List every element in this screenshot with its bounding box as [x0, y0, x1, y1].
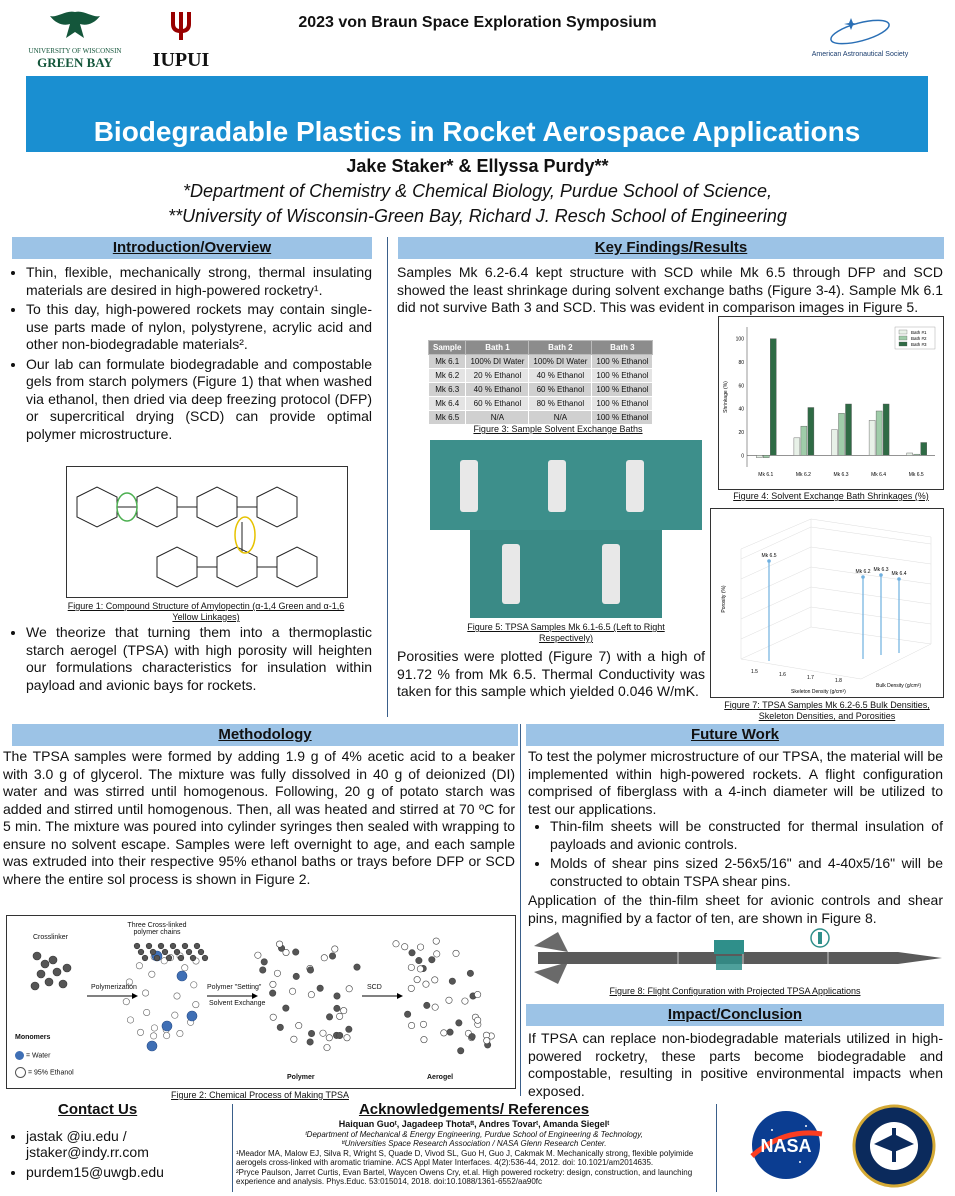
molecule-dot [283, 1005, 289, 1011]
fig2-polymer: Polymer [287, 1074, 315, 1081]
findings-para-2: Porosities were plotted (Figure 7) with a high of 91.72 % from Mk 6.5. Thermal Conductivity was taken for this sample which yielded 0.046 W/mK. [397, 648, 705, 699]
molecule-dot [291, 1036, 297, 1042]
figure-8-rocket [528, 926, 944, 984]
molecule-dot [424, 1002, 430, 1008]
table-cell: 20 % Ethanol [466, 369, 529, 383]
molecule-dot [308, 991, 314, 997]
y-axis-label: Porosity (%) [721, 585, 727, 613]
molecule-dot [137, 1029, 143, 1035]
molecule-dot [408, 964, 414, 970]
point-label: Mk 6.4 [891, 571, 907, 577]
molecule-dot [270, 981, 276, 987]
molecule-dot [178, 955, 184, 961]
molecule-dot [417, 966, 423, 972]
molecule-dot [150, 949, 156, 955]
affiliation-2: **University of Wisconsin-Green Bay, Richard J. Resch School of Engineering [168, 206, 787, 226]
molecule-dot [449, 978, 455, 984]
molecule-dot [277, 1024, 283, 1030]
molecule-dot [260, 967, 266, 973]
nsc-logo [852, 1104, 936, 1188]
bar [869, 420, 875, 455]
molecule-dot [332, 946, 338, 952]
table-cell: Mk 6.5 [429, 411, 466, 425]
molecule-dot [163, 1032, 169, 1038]
x-tick-label: Mk 6.5 [908, 472, 924, 478]
uwgb-line1: UNIVERSITY OF WISCONSIN [28, 47, 122, 55]
table-header: Bath 1 [466, 341, 529, 355]
ack-line-2: ᵗᵗUniversities Space Research Association / NASA Glenn Research Center. [341, 1139, 607, 1148]
point-label: Mk 6.5 [761, 553, 777, 559]
molecule-dot [158, 943, 164, 949]
divider-left [387, 237, 388, 717]
molecule-dot [320, 1030, 326, 1036]
nasa-text: NASA [760, 1136, 812, 1156]
molecule-dot [41, 960, 49, 968]
molecule-dot [174, 949, 180, 955]
bar [794, 438, 800, 456]
molecule-dot [276, 941, 282, 947]
molecule-dot [296, 1022, 302, 1028]
molecule-dot [182, 943, 188, 949]
nasa-logo [744, 1108, 828, 1182]
future-para-1: To test the polymer microstructure of our TPSA, the material will be implemented within high-powered rockets. A flight configuration comprised of fiberglass with a 4-inch diameter will be utilized to test our applications. [528, 748, 943, 817]
molecule-dot [414, 976, 420, 982]
table-cell: 100 % Ethanol [592, 411, 653, 425]
findings-heading: Key Findings/Results [398, 237, 944, 259]
molecule-dot [474, 1017, 480, 1023]
figure-3-caption: Figure 3: Sample Solvent Exchange Baths [473, 424, 643, 434]
table-cell: N/A [466, 411, 529, 425]
data-point [767, 559, 771, 563]
table-cell: 40 % Ethanol [529, 369, 592, 383]
table-cell: 100% DI Water [529, 355, 592, 369]
contact-email-1 [26, 1128, 226, 1160]
data-point [861, 575, 865, 579]
molecule-dot [408, 1022, 414, 1028]
uwgb-line2: GREEN BAY [37, 55, 113, 70]
molecule-dot [326, 1035, 332, 1041]
vial-mk61 [460, 460, 478, 512]
table-row [429, 397, 653, 411]
molecule-dot [334, 993, 340, 999]
fig2-monomers: Monomers [15, 1034, 51, 1041]
bar [883, 404, 889, 455]
molecule-dot [326, 1014, 332, 1020]
data-point [897, 577, 901, 581]
molecule-dot [136, 963, 142, 969]
figure-8-caption: Figure 8: Flight Configuration with Projected TPSA Applications [609, 986, 861, 996]
molecule-dot [484, 1037, 490, 1043]
intro-body [6, 264, 372, 445]
table-cell: 40 % Ethanol [466, 383, 529, 397]
bar [801, 426, 807, 455]
y-axis-label: Shrinkage (%) [723, 381, 729, 413]
x-tick-label: 1.7 [807, 675, 814, 681]
molecule-dot [462, 998, 468, 1004]
ack-heading: Acknowledgements/ References [358, 1101, 590, 1118]
impact-text: If TPSA can replace non-biodegradable materials utilized in high-powered rocketry, these parts become biodegradable and compostable, resulting in positive environmental impacts when exposed. [528, 1030, 943, 1099]
molecule-dot [346, 1026, 352, 1032]
x-tick-label: 1.5 [751, 669, 758, 675]
molecule-dot [154, 955, 160, 961]
fig2-scd: SCD [367, 984, 382, 991]
molecule-dot [37, 970, 45, 978]
x-tick-label: Mk 6.2 [795, 472, 811, 478]
figure-7-caption: Figure 7: TPSA Samples Mk 6.2-6.5 Bulk Densities, Skeleton Densities, and Porosities [724, 700, 930, 721]
photo-bottom-row [470, 530, 662, 618]
bar [921, 443, 927, 456]
contact-list [6, 1128, 226, 1182]
bar [763, 455, 769, 457]
molecule-dot [269, 990, 275, 996]
z-axis-label: Bulk Density (g/cm³) [876, 683, 922, 689]
intro-bullet-3: • Our lab can formulate biodegradable and compostable gels from starch polymers (Figure 1) that when washed via ethanol, then dried via deep freezing protocol (DFP) or supercritical drying (SCD) can provide optimal polymer microstructure. [26, 356, 372, 444]
figure-3-table [428, 340, 653, 425]
molecule-dot [174, 993, 180, 999]
molecule-dot [336, 1013, 342, 1019]
divider-mid [520, 724, 521, 1096]
molecule-dot [441, 1030, 447, 1036]
molecule-dot [261, 959, 267, 965]
molecule-dot [432, 1004, 438, 1010]
molecule-dot [172, 1012, 178, 1018]
molecule-dot [420, 1021, 426, 1027]
molecule-dot [393, 941, 399, 947]
bar [808, 408, 814, 456]
vial-mk62 [548, 460, 566, 512]
aas-logo [790, 12, 930, 62]
rocket-icon [528, 926, 944, 984]
table-cell: 100 % Ethanol [592, 383, 653, 397]
ethanol-dot-icon [15, 1067, 26, 1078]
molecule-dot [151, 1025, 157, 1031]
table-row [429, 411, 653, 425]
x-tick-label: 1.8 [835, 678, 842, 684]
molecule-dot [198, 949, 204, 955]
molecule-dot [402, 944, 408, 950]
methodology-text: The TPSA samples were formed by adding 1.9 g of 4% acetic acid to a beaker with 3.0 g of glycerol. The mixture was fully dissolved in 40 g of deionized (DI) water and was stirred until homogenous. Following, 20 g of potato starch was added and stirred until homogenous. Then, all was heated and stirred at 70 ºC for 5 min. The mixture was poured into cylinder syringes then sealed with wrapping to ensure no solvent escape. Samples were left overnight to age, and each sample was extruded into their respective 95% ethanol baths or trays before DFP or SCD where the entire sol process is shown in Figure 2. [3, 748, 515, 887]
x-tick-label: 1.6 [779, 672, 786, 678]
figure-7-chart [710, 508, 944, 698]
molecule-dot [149, 971, 155, 977]
y-tick-label: 80 [738, 360, 744, 366]
molecule-dot [453, 950, 459, 956]
molecule-dot [177, 1030, 183, 1036]
bar [832, 430, 838, 456]
table-cell: 100% DI Water [466, 355, 529, 369]
molecule-dot [289, 988, 295, 994]
contact-email-1a[interactable]: jastak @iu.edu / [26, 1128, 127, 1144]
molecule-dot [162, 1021, 172, 1031]
table-cell: 100 % Ethanol [592, 355, 653, 369]
future-body [528, 748, 943, 927]
orbit-icon [825, 12, 895, 46]
molecule-dot [447, 1029, 453, 1035]
legend-swatch [899, 342, 907, 346]
affiliation-1: *Department of Chemistry & Chemical Biology, Purdue School of Science, [183, 181, 772, 201]
molecule-dot [147, 1041, 157, 1051]
y-tick-label: 20 [738, 430, 744, 436]
bar [839, 413, 845, 455]
molecule-dot [307, 967, 313, 973]
impact-heading: Impact/Conclusion [526, 1004, 944, 1026]
table-cell: 60 % Ethanol [529, 383, 592, 397]
molecule-dot [446, 997, 452, 1003]
water-dot-icon [15, 1051, 24, 1060]
molecule-dot [162, 949, 168, 955]
poster-title: Biodegradable Plastics in Rocket Aerospace Applications [93, 116, 861, 147]
molecule-dot [317, 985, 323, 991]
molecule-dot [354, 964, 360, 970]
divider-ack [716, 1104, 717, 1192]
table-cell: Mk 6.4 [429, 397, 466, 411]
shrinkage-bar-chart [719, 317, 943, 489]
figure-1-amylopectin [66, 466, 348, 598]
vial-mk65 [602, 544, 620, 604]
molecule-dot [334, 1005, 340, 1011]
ack-body [236, 1120, 712, 1187]
molecule-dot [416, 957, 422, 963]
molecule-dot [417, 944, 423, 950]
molecule-dot [321, 955, 327, 961]
space-club-seal-icon [852, 1104, 936, 1188]
ack-line-1: ᵗDepartment of Mechanical & Energy Engineering, Purdue School of Engineering & Technology, [305, 1129, 643, 1139]
symposium-title: 2023 von Braun Space Exploration Symposium [298, 14, 657, 31]
molecule-dot [421, 1036, 427, 1042]
ack-names: Haiquan Guoᵗ, Jagadeep Thotaᵗᵗ, Andres Tovarᵗ, Amanda Siegelᵗ [338, 1119, 610, 1129]
molecule-dot [182, 965, 188, 971]
methodology-heading: Methodology [12, 724, 518, 746]
x-tick-label: Mk 6.4 [871, 472, 887, 478]
molecule-dot [187, 1011, 197, 1021]
figure-4-caption: Figure 4: Solvent Exchange Bath Shrinkages (%) [733, 491, 929, 501]
molecule-dot [456, 1020, 462, 1026]
table-cell: Mk 6.3 [429, 383, 466, 397]
fig2-ethanol-legend [15, 1067, 74, 1078]
ack-ref-1: ¹Meador MA, Malow EJ, Silva R, Wright S, Quade D, Vivod SL, Guo H, Guo J, Cakmak M. Mechanically strong, flexible polyimide aerogels cross-linked with aromatic triamine. ACS Appl Mater Interfaces. 4(2):536-44, 2012. doi: 10.1021/am2014635. [236, 1148, 694, 1167]
contact-email-1b[interactable]: jstaker@indy.rr.com [26, 1144, 149, 1160]
divider-contact [232, 1104, 233, 1192]
molecule-dot [33, 952, 41, 960]
legend-swatch [899, 336, 907, 340]
figure-2-process [6, 915, 516, 1089]
intro-bullet-4: • We theorize that turning them into a thermoplastic starch aerogel (TPSA) with high porosity will heighten our formulations characteristics for insulation within payload and avionic bays for rockets. [26, 624, 372, 694]
y-tick-label: 0 [741, 453, 744, 460]
molecule-dot [31, 982, 39, 990]
table-header: Bath 3 [592, 341, 653, 355]
figure-1-caption: Figure 1: Compound Structure of Amylopectin (α-1,4 Green and α-1,6 Yellow Linkages) [67, 601, 345, 622]
fig2-water-legend [15, 1051, 50, 1060]
molecule-dot [143, 1009, 149, 1015]
bar [846, 404, 852, 455]
molecule-dot [404, 1011, 410, 1017]
molecule-dot [344, 1035, 350, 1041]
table-cell: 100 % Ethanol [592, 369, 653, 383]
vial-mk63 [626, 460, 644, 512]
point-label: Mk 6.2 [855, 569, 871, 575]
table-cell: 80 % Ethanol [529, 397, 592, 411]
figure-2-caption: Figure 2: Chemical Process of Making TPSA [171, 1090, 349, 1100]
legend-label: Bath #1 [911, 330, 927, 335]
molecule-dot [193, 1001, 199, 1007]
y-tick-label: 60 [738, 383, 744, 390]
molecule-dot [429, 956, 435, 962]
molecule-dot [474, 991, 480, 997]
chart-legend [895, 327, 935, 349]
molecule-dot [308, 1030, 314, 1036]
intro-bullet-1: • Thin, flexible, mechanically strong, thermal insulating materials are desired in high-powered rocketry¹. [26, 264, 372, 299]
molecule-dot [127, 1017, 133, 1023]
molecule-dot [63, 964, 71, 972]
point-label: Mk 6.3 [873, 567, 889, 573]
x-tick-label: Mk 6.1 [758, 472, 774, 478]
solvent-table [428, 340, 653, 425]
table-row [429, 369, 653, 383]
table-cell: 100 % Ethanol [592, 397, 653, 411]
molecule-dot [146, 943, 152, 949]
future-bullet-2: • Molds of shear pins sized 2-56x5/16" and 4-40x5/16" will be constructed to obtain TSPA shear pins. [550, 855, 943, 890]
fig2-title: Three Cross-linked polymer chains [127, 922, 187, 936]
aas-text: American Astronautical Society [811, 51, 909, 58]
molecule-dot [467, 970, 473, 976]
table-header: Sample [429, 341, 466, 355]
table-row [429, 355, 653, 369]
table-row [429, 383, 653, 397]
molecule-dot [49, 956, 57, 964]
porosity-3d-chart [711, 509, 943, 697]
fig2-aerogel: Aerogel [427, 1074, 454, 1081]
molecule-dot [255, 952, 261, 958]
molecule-dot [293, 949, 299, 955]
fig2-polymerization: Polymerization [91, 984, 137, 991]
molecule-dot [194, 943, 200, 949]
molecule-dot [53, 968, 61, 976]
y-tick-label: 100 [735, 336, 744, 343]
molecule-dot [346, 986, 352, 992]
molecule-dot [270, 1014, 276, 1020]
legend-label: Bath #3 [911, 342, 927, 347]
table-cell: 60 % Ethanol [466, 397, 529, 411]
molecule-dot [59, 980, 67, 988]
table-cell: Mk 6.1 [429, 355, 466, 369]
molecule-dot [329, 953, 335, 959]
molecule-dot [142, 955, 148, 961]
molecule-dot [166, 955, 172, 961]
molecule-dot [283, 949, 289, 955]
molecule-dot [293, 973, 299, 979]
molecule-dot [433, 938, 439, 944]
fig2-ethanol: = 95% Ethanol [27, 1069, 74, 1077]
molecule-dot [186, 949, 192, 955]
findings-para-1: Samples Mk 6.2-6.4 kept structure with SCD while Mk 6.5 through DFP and SCD showed the least shrinkage during solvent exchange baths (Figure 3-4). Sample Mk 6.1 did not survive Bath 3 and SCD. This was evident in comparison images in Figure 5. [397, 264, 943, 315]
molecule-dot [434, 951, 440, 957]
vial-mk64 [502, 544, 520, 604]
molecule-dot [45, 978, 53, 986]
molecule-dot [307, 1039, 313, 1045]
molecule-dot [190, 955, 196, 961]
x-axis-label: Skeleton Density (g/cm³) [791, 689, 846, 695]
data-point [879, 573, 883, 577]
molecule-dot [202, 955, 208, 961]
bar [907, 453, 913, 455]
molecule-dot [191, 982, 197, 988]
molecule-dot [408, 985, 414, 991]
table-cell: Mk 6.2 [429, 369, 466, 383]
molecule-dot [423, 981, 429, 987]
future-bullet-1: • Thin-film sheets will be constructed for thermal insulation of payloads and avionic controls. [550, 818, 943, 853]
intro-heading: Introduction/Overview [12, 237, 372, 259]
molecule-dot [177, 971, 187, 981]
molecule-dot [337, 1032, 343, 1038]
nasa-meatball-icon [744, 1108, 828, 1182]
molecule-dot [138, 949, 144, 955]
intro-bullet-2: • To this day, high-powered rockets may contain single-use parts made of nylon, polystyrene, acrylic acid and other non-biodegradable materials². [26, 301, 372, 354]
figure-5-photos [430, 440, 702, 618]
bar [876, 411, 882, 455]
molecule-dot [458, 1048, 464, 1054]
molecule-dot [409, 950, 415, 956]
table-cell: N/A [529, 411, 592, 425]
fig2-setting: Polymer "Setting" [207, 984, 262, 991]
figure-4-chart [718, 316, 944, 490]
contact-email-2[interactable]: • purdem15@uwgb.edu [26, 1164, 226, 1180]
authors: Jake Staker* & Ellyssa Purdy** [346, 156, 609, 176]
legend-label: Bath #2 [911, 336, 927, 341]
bar [756, 455, 762, 457]
molecule-dot [469, 1033, 475, 1039]
molecule-dot [123, 998, 129, 1004]
molecule-dot [324, 1044, 330, 1050]
intro-body-2 [6, 624, 372, 696]
fig2-water: = Water [25, 1052, 51, 1060]
molecule-dot [142, 990, 148, 996]
molecule-dot [134, 943, 140, 949]
molecule-dot [340, 1007, 346, 1013]
contact-heading: Contact Us [58, 1101, 138, 1118]
future-para-2: Application of the thin-film sheet for avionic controls and shear pins, magnified by a factor of ten, are shown in Figure 8. [528, 892, 943, 926]
legend-swatch [899, 330, 907, 334]
amylopectin-structure-icon [67, 467, 347, 597]
molecule-dot [170, 943, 176, 949]
future-heading: Future Work [526, 724, 944, 746]
table-header: Bath 2 [529, 341, 592, 355]
iupui-text: IUPUI [152, 49, 210, 71]
fig2-crosslinker: Crosslinker [33, 934, 69, 941]
molecule-dot [432, 977, 438, 983]
ack-ref-2: ²Pryce Paulson, Jarret Curtis, Evan Bartel, Waycen Owens Cry, et.al. High powered rocketry: design, construction, and launching experience and analysis. Phys.Educ. 53:015014, 2018. doi:10.1088/1361-6552/aa90fc [236, 1167, 693, 1186]
y-tick-label: 40 [738, 406, 744, 413]
fig2-solvent: Solvent Exchange [209, 1000, 266, 1007]
bar [770, 339, 776, 456]
molecule-dot [150, 1033, 156, 1039]
bar [914, 454, 920, 455]
molecule-dot [274, 970, 280, 976]
x-tick-label: Mk 6.3 [833, 472, 849, 478]
figure-5-caption: Figure 5: TPSA Samples Mk 6.1-6.5 (Left to Right Respectively) [467, 622, 665, 643]
